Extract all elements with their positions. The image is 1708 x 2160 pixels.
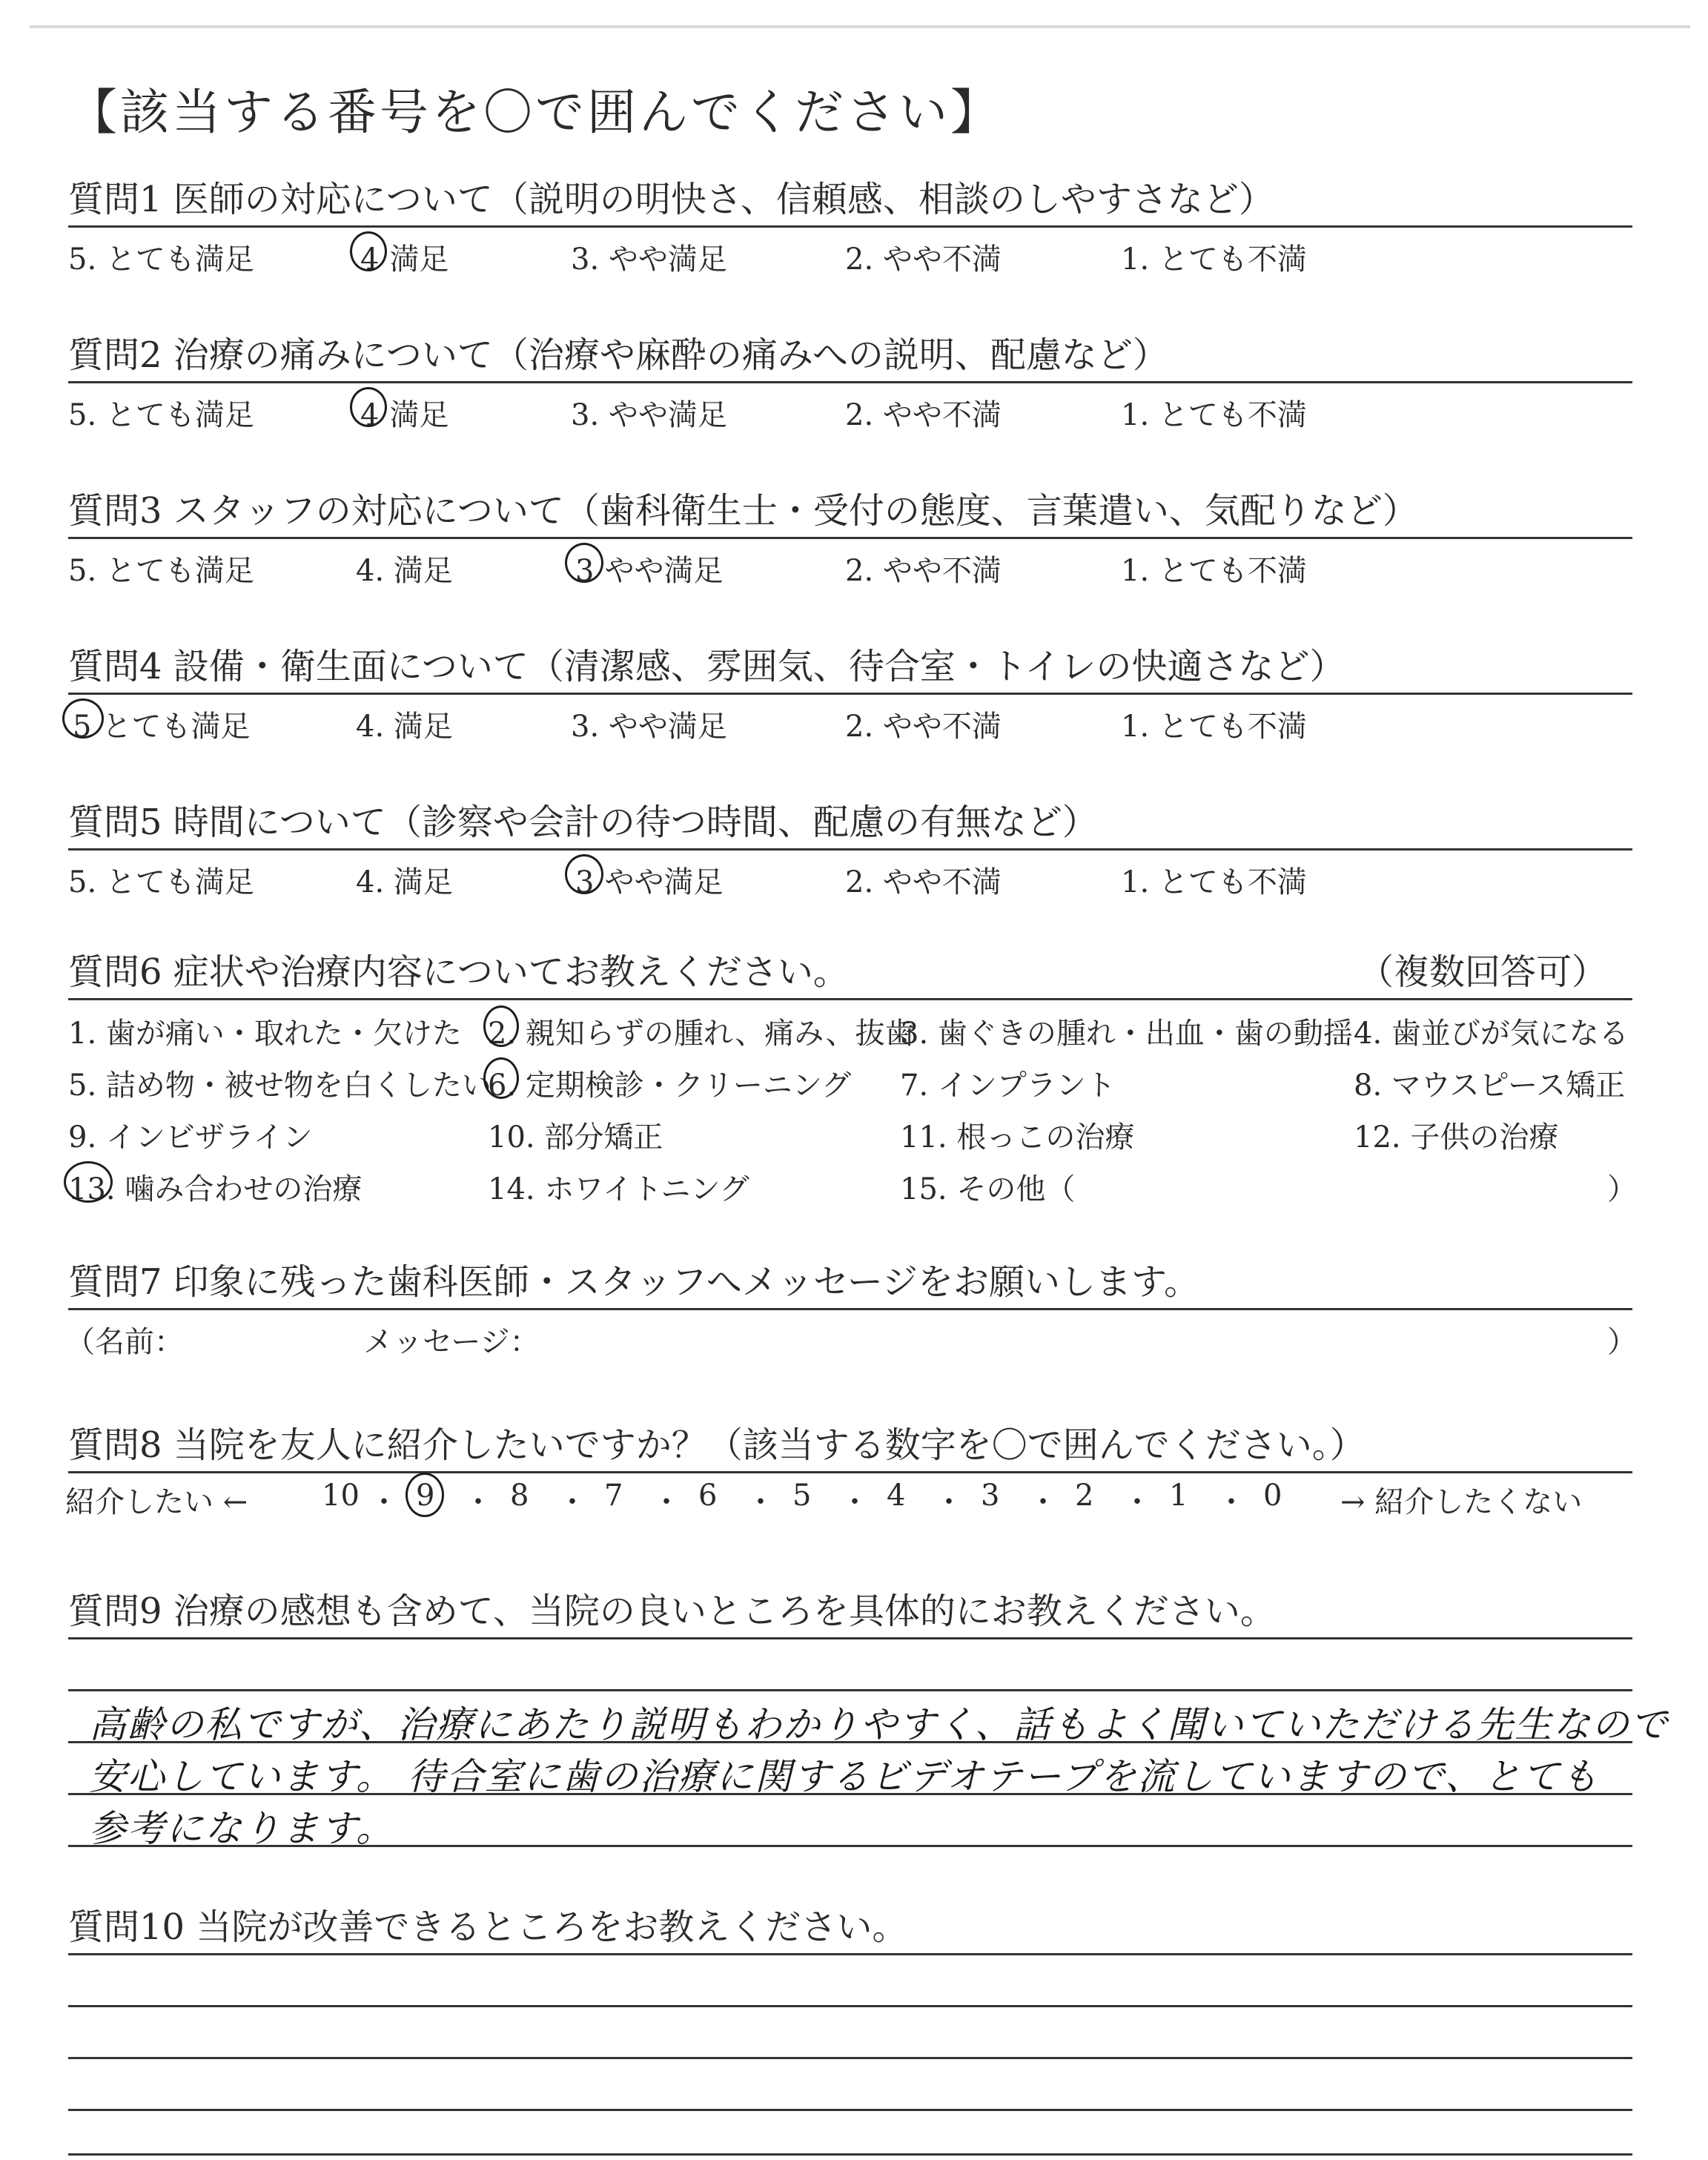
q8-scale-separator: ・ bbox=[557, 1485, 587, 1519]
q4-option-4[interactable]: 4. 満足 bbox=[356, 710, 453, 744]
q4-option-5-label: とても満足 bbox=[102, 710, 251, 744]
q6-option-15[interactable]: 15. その他（ bbox=[900, 1172, 1076, 1206]
q6-multiple-answer-note: （複数回答可） bbox=[1358, 951, 1608, 993]
q2-option-3[interactable]: 3. やや満足 bbox=[571, 398, 727, 432]
q6-option-9[interactable]: 9. インビザライン bbox=[68, 1120, 313, 1155]
q4-option-3[interactable]: 3. やや満足 bbox=[571, 710, 727, 744]
q8-scale-separator: ・ bbox=[746, 1485, 775, 1519]
top-border-line bbox=[30, 25, 1690, 28]
q7-rule bbox=[68, 1308, 1632, 1310]
q1-option-1[interactable]: 1. とても不満 bbox=[1121, 242, 1307, 277]
q3-title: 質問3 スタッフの対応について（歯科衛生士・受付の態度、言葉遣い、気配りなど） bbox=[68, 490, 1418, 532]
q8-scale-1[interactable]: 1 bbox=[1169, 1479, 1188, 1513]
q8-title: 質問8 当院を友人に紹介したいですか？（該当する数字を〇で囲んでください。） bbox=[68, 1424, 1366, 1466]
q6-option-5[interactable]: 5. 詰め物・被せ物を白くしたい bbox=[68, 1069, 491, 1103]
q3-option-4[interactable]: 4. 満足 bbox=[356, 554, 453, 588]
q6-option-1[interactable]: 1. 歯が痛い・取れた・欠けた bbox=[68, 1017, 462, 1051]
q8-scale-5[interactable]: 5 bbox=[792, 1479, 812, 1513]
q10-title: 質問10 当院が改善できるところをお教えください。 bbox=[68, 1906, 908, 1948]
q6-option-3[interactable]: 3. 歯ぐきの腫れ・出血・歯の動揺 bbox=[900, 1017, 1353, 1051]
q2-rule bbox=[68, 381, 1632, 383]
q8-scale-0[interactable]: 0 bbox=[1263, 1479, 1282, 1513]
q8-scale-separator: ・ bbox=[934, 1485, 964, 1519]
q8-scale-separator: ・ bbox=[840, 1485, 870, 1519]
q8-scale-8[interactable]: 8 bbox=[510, 1479, 529, 1513]
q2-option-4-digit: 4 bbox=[360, 398, 380, 432]
q8-scale-6[interactable]: 6 bbox=[698, 1479, 718, 1513]
q2-option-1[interactable]: 1. とても不満 bbox=[1121, 398, 1307, 432]
q6-title: 質問6 症状や治療内容についてお教えください。 bbox=[68, 951, 849, 993]
q5-option-2[interactable]: 2. やや不満 bbox=[845, 865, 1002, 899]
q3-option-3-selected[interactable] bbox=[571, 547, 723, 589]
q1-option-2[interactable]: 2. やや不満 bbox=[845, 242, 1002, 277]
q1-rule bbox=[68, 225, 1632, 228]
q1-option-4-label: 満足 bbox=[389, 242, 449, 277]
q5-option-4[interactable]: 4. 満足 bbox=[356, 865, 453, 899]
q1-title: 質問1 医師の対応について（説明の明快さ、信頼感、相談のしやすさなど） bbox=[68, 179, 1274, 220]
q6-rule bbox=[68, 998, 1632, 1000]
q8-scale-7[interactable]: 7 bbox=[604, 1479, 623, 1513]
q6-option-other-close: ） bbox=[1607, 1172, 1637, 1206]
q1-option-3[interactable]: 3. やや満足 bbox=[571, 242, 727, 277]
q5-title: 質問5 時間について（診察や会計の待つ時間、配慮の有無など） bbox=[68, 802, 1098, 843]
q2-option-4-selected[interactable] bbox=[356, 392, 448, 434]
q2-option-5[interactable]: 5. とても満足 bbox=[68, 398, 254, 432]
q1-option-4-digit: 4 bbox=[360, 242, 380, 277]
q4-title: 質問4 設備・衛生面について（清潔感、雰囲気、待合室・トイレの快適さなど） bbox=[68, 646, 1345, 687]
q4-rule bbox=[68, 693, 1632, 695]
q8-scale-separator: ・ bbox=[369, 1485, 399, 1519]
q6-option-13-selected[interactable]: 13. 噛み合わせの治療 bbox=[68, 1172, 363, 1206]
q7-message-label: メッセージ： bbox=[363, 1325, 540, 1359]
q6-option-10[interactable]: 10. 部分矯正 bbox=[488, 1120, 663, 1155]
q4-option-1[interactable]: 1. とても不満 bbox=[1121, 710, 1307, 744]
q10-answer-line-3 bbox=[68, 2109, 1632, 2111]
q8-scale-separator: ・ bbox=[1217, 1485, 1246, 1519]
q9-rule bbox=[68, 1637, 1632, 1639]
q4-option-5-selected[interactable] bbox=[68, 703, 250, 745]
q4-option-2[interactable]: 2. やや不満 bbox=[845, 710, 1002, 744]
q6-option-8[interactable]: 8. マウスピース矯正 bbox=[1354, 1069, 1626, 1103]
q8-scale-separator: ・ bbox=[463, 1485, 493, 1519]
q1-option-5[interactable]: 5. とても満足 bbox=[68, 242, 254, 277]
q8-scale-4[interactable]: 4 bbox=[887, 1479, 906, 1513]
q9-handwritten-answer-2: 安心しています。 待合室に歯の治療に関するビデオテープを流していますので、とても bbox=[89, 1755, 1600, 1798]
q5-option-5[interactable]: 5. とても満足 bbox=[68, 865, 254, 899]
q5-option-1[interactable]: 1. とても不満 bbox=[1121, 865, 1307, 899]
q6-option-4[interactable]: 4. 歯並びが気になる bbox=[1354, 1017, 1629, 1051]
page-title: 【該当する番号を〇で囲んでください】 bbox=[68, 84, 1002, 141]
q6-option-14[interactable]: 14. ホワイトニング bbox=[488, 1172, 749, 1206]
q8-rule bbox=[68, 1471, 1632, 1473]
q3-option-3-label: やや満足 bbox=[604, 554, 724, 588]
q9-answer-line-1 bbox=[68, 1689, 1632, 1691]
q3-option-5[interactable]: 5. とても満足 bbox=[68, 554, 254, 588]
q4-option-5-digit: 5 bbox=[73, 710, 92, 744]
q7-name-label: （名前： bbox=[65, 1325, 184, 1359]
q8-scale-2[interactable]: 2 bbox=[1075, 1479, 1094, 1513]
q5-option-3-selected[interactable] bbox=[571, 859, 723, 901]
q10-answer-line-1 bbox=[68, 2005, 1632, 2007]
q8-scale-10[interactable]: 10 bbox=[322, 1479, 360, 1513]
q7-title: 質問7 印象に残った歯科医師・スタッフへメッセージをお願いします。 bbox=[68, 1261, 1200, 1303]
q8-scale-separator: ・ bbox=[1028, 1485, 1058, 1519]
q3-option-3-digit: 3 bbox=[575, 554, 595, 588]
q5-option-3-digit: 3 bbox=[575, 865, 595, 899]
q9-handwritten-answer-1: 高齢の私ですが、治療にあたり説明もわかりやすく、話もよく聞いていただける先生なので bbox=[89, 1703, 1669, 1746]
q5-option-3-label: やや満足 bbox=[604, 865, 724, 899]
q2-title: 質問2 治療の痛みについて（治療や麻酔の痛みへの説明、配慮など） bbox=[68, 334, 1168, 376]
q3-rule bbox=[68, 537, 1632, 539]
q8-scale-separator: ・ bbox=[652, 1485, 681, 1519]
q1-option-4-selected[interactable] bbox=[356, 236, 448, 278]
q10-rule bbox=[68, 1953, 1632, 1955]
q9-handwritten-answer-3: 参考になります。 bbox=[89, 1807, 394, 1850]
q5-rule bbox=[68, 848, 1632, 851]
q2-option-4-label: 満足 bbox=[389, 398, 449, 432]
q3-option-2[interactable]: 2. やや不満 bbox=[845, 554, 1002, 588]
q9-title: 質問9 治療の感想も含めて、当院の良いところを具体的にお教えください。 bbox=[68, 1591, 1276, 1632]
q8-scale-3[interactable]: 3 bbox=[981, 1479, 1000, 1513]
q6-option-12[interactable]: 12. 子供の治療 bbox=[1354, 1120, 1559, 1155]
q10-answer-line-2 bbox=[68, 2057, 1632, 2059]
q6-option-7[interactable]: 7. インプラント bbox=[900, 1069, 1116, 1103]
q8-scale-9-selected[interactable]: 9 bbox=[416, 1479, 435, 1513]
q7-close-paren: ） bbox=[1607, 1325, 1637, 1359]
q2-option-2[interactable]: 2. やや不満 bbox=[845, 398, 1002, 432]
q6-option-6-selected[interactable]: 6. 定期検診・クリーニング bbox=[488, 1069, 852, 1103]
q8-scale-separator: ・ bbox=[1122, 1485, 1152, 1519]
q6-option-2-selected[interactable]: 2. 親知らずの腫れ、痛み、抜歯 bbox=[488, 1017, 915, 1051]
q6-option-11[interactable]: 11. 根っこの治療 bbox=[900, 1120, 1135, 1155]
q8-right-label: → 紹介したくない bbox=[1340, 1485, 1583, 1519]
q3-option-1[interactable]: 1. とても不満 bbox=[1121, 554, 1307, 588]
q8-left-label: 紹介したい ← bbox=[65, 1485, 248, 1519]
q10-answer-line-4 bbox=[68, 2153, 1632, 2156]
